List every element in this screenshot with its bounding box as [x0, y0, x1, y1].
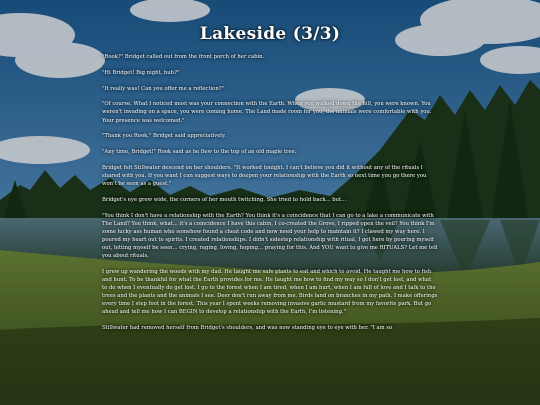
- story-paragraph: Bridget felt Stillwater descend on her shoulders. "It worked tonight. I can't believe you did it without any of the rituals I shared with you. If you want I can suggest ways to deepen your relationship with the Earth so next time you go there you won't be seen as a guest.": [102, 164, 427, 188]
- story-paragraph: "Any time, Bridget!" Rook said as he flew to the top of an old maple tree.: [102, 149, 297, 156]
- story-paragraph: "Thank you Rook," Bridget said appreciatively.: [102, 133, 226, 140]
- story-paragraph: "Of course. What I noticed most was your connection with the Earth. When you walked down the hill, you were known. You weren't invading on a space, you were coming home. The Land made room for you, the animals were comfortable with you. Your presence was welcomed.": [102, 101, 432, 124]
- page-title: Lakeside (3/3): [199, 24, 341, 44]
- story-paragraph: "It really was! Can you offer me a reflection?": [102, 85, 224, 92]
- story-paragraph: Stillwater had removed herself from Bridget's shoulders, and was now standing eye to eye with her. "I am so: [102, 325, 393, 332]
- story-paragraph: Bridget's eye grew wide, the corners of her mouth twitching. She tried to hold back... but...: [102, 196, 347, 203]
- story-paragraph: "Hi Bridget! Big night, huh?": [102, 69, 180, 76]
- story-paragraph: I grew up wandering the woods with my dad. He taught me safe plants to eat and which to avoid. He taught me how to fish and hunt. To be thankful for what the Earth provides for me. He taught me how to find my way so I don't get lost, and what to do when I eventually do get lost. I go to the forest when I am tired, when I am hurt, when I am full of love and I talk to the trees and the plants and the animals I see. Deer don't run away from me. Birds land on branches in my path. I make offerings every time I step foot in the forest. This year I spent weeks removing invasive garlic mustard from my favorite park. But go ahead and tell me how I can BEGIN to develop a relationship with the Earth, I'm listening.": [102, 268, 438, 316]
- story-paragraph: "Rook?" Bridget called out from the front porch of her cabin.: [102, 54, 265, 60]
- story-page: [102, 24, 438, 340]
- story-paragraph: "You think I don't have a relationship with the Earth? You think it's a coincidence that I can go to a lake a communicate with The Land? You think, what... it's a coincidence I have this cabin, I co-created the Grove, I ripped open the veil? You think I'm some lucky ass human who somehow found a cheat code and now need your help to maintain it? I clawed my way here. I poured my heart out to spirits. I created relationships. I didn't sidestep relationship with ritual, I got here by pouring myself out, letting myself be seen... crying, raging, loving, hoping... praying for this. And YOU want to give me RITUALS? Let me tell you about rituals.: [102, 212, 438, 260]
